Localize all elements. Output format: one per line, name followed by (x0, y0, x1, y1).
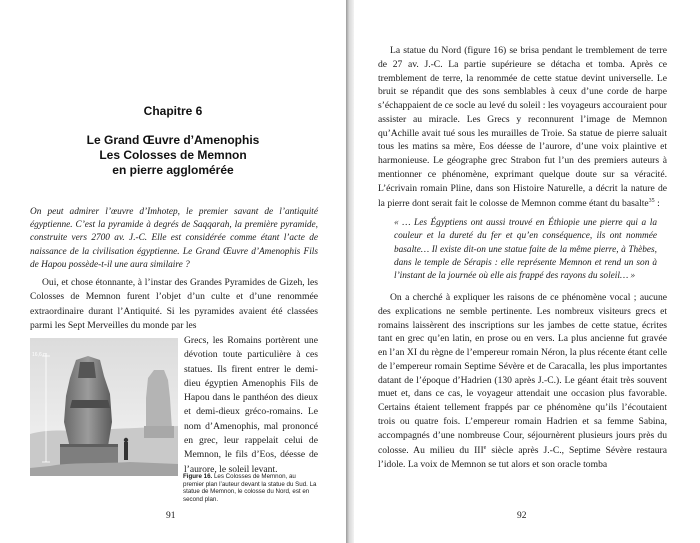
chapter-number: Chapitre 6 (143, 104, 203, 118)
figure-caption (183, 473, 318, 503)
chapter-title-line: Les Colosses de Memnon (99, 148, 247, 162)
chapter-intro: On peut admirer l’œuvre d’Imhotep, le premier savant de l’antiquité égyptienne. C’est la pyramide à degrés de Saqqarah, la première pyramide, construite vers 2700 av. J.-C. Elle est considérée comme étant l’acte de naissance de la civilisation égyptienne. Le Grand Œuvre d’Amenophis Fils de Hapou possède-t-il une aura similaire ? (30, 207, 318, 270)
century-suffix: e (483, 445, 487, 452)
chapter-title-line: en pierre agglomérée (112, 163, 234, 177)
book-gutter (346, 0, 354, 543)
colossi-photo (30, 338, 178, 476)
right-page (354, 0, 700, 543)
footnote-ref: 35 (648, 198, 655, 205)
chapter-title-line: Le Grand Œuvre d’Amenophis (86, 133, 260, 147)
body-paragraph (378, 44, 667, 211)
chapter-title (30, 133, 316, 178)
page-number: 91 (166, 511, 176, 521)
paragraph-text: On a cherché à expliquer les raisons de ce phénomène vocal ; aucune des explications ne semble pertinente. Les nombreux visiteurs grecs et romains laissèrent des inscriptions sur les jambes de cette statue, écrites tant en grec qu’en latin, en prose ou en vers. La plus ancienne fut gravée en l’an XI du règne de l’empereur romain Néron, la plus récente étant celle de l’empereur romain Septime Sévère et de Caracalla, les plus importantes datant de l’époque d’Hadrien (130 après J.-C.). Le géant était très souvent muet et, dans ce cas, le voyageur attendait une occasion plus favorable. Certains étaient tellement frappés par ce phénomène qu’ils l’écoutaient trois ou quatre fois. L’empereur romain Hadrien et sa femme Sabina, accompagnés d’une nombreuse Cour, séjournèrent plusieurs jours près du colosse. Au milieu du (378, 292, 667, 457)
caption-label: Figure 16. (183, 473, 213, 480)
body-paragraph: Oui, et chose étonnante, à l’instar des Grandes Pyramides de Gizeh, les Colosses de Memnon furent l’objet d’un culte et d’une renommée extraordinaire durant l’Antiquité. Si les pyramides avaient été classées parmi les Sept Merveilles du monde par les (30, 277, 318, 331)
scale-label: 16,6 m (32, 352, 48, 358)
body-paragraph: Grecs, les Romains portèrent une dévotion toute particulière à ces statues. Ils firent entrer le demi-dieu égyptien Amenophis Fils de Hapou dans le panthéon des dieux et demi-dieux gréco-romains. Le nom d’Amenophis, mal prononcé en grec, leur rappelait celui de Memnon, le fils d’Eos, déesse de l’aurore, le soleil levant. (184, 335, 318, 475)
pliny-quote: « … Les Égyptiens ont aussi trouvé en Éthiopie une pierre qui a la couleur et la dureté du fer et qu’en conséquence, ils ont nommée basalte… Il existe dit-on une statue faite de la même pierre, à Thèbes, dans le temple de Sérapis : elle représente Memnon et rend un son à l’instant de la journée où elle ais frappé des rayons du soleil… » (394, 218, 657, 281)
body-paragraph (378, 291, 667, 472)
century-numeral: III (474, 445, 484, 457)
paragraph-end: siècle après J.-C., Septime Sévère restaura l’idole. La voix de Memnon se tut alors et son oracle tomba (378, 445, 667, 471)
paragraph-end: : (654, 198, 660, 210)
left-page (0, 0, 346, 543)
caption-text: Les Colosses de Memnon, au premier plan l’auteur devant la statue du Sud. La statue de Memnon, le colosse du Nord, est en second plan. (183, 473, 317, 503)
text-column (378, 44, 667, 472)
page-number: 92 (517, 511, 527, 521)
paragraph-text: La statue du Nord (figure 16) se brisa pendant le tremblement de terre de 27 av. J.-C. La partie supérieure se détacha et tomba. Après ce tremblement de terre, la renommée de cette statue devint universelle. Le bruit se répandit que des sons semblables à ceux d’une corde de harpe s’échappaient de ce socle au levé du soleil : les voyageurs accouraient pour assister au miracle. Les Grecs y reconnurent l’image de Memnon qu’Achille avait tué sous les murailles de Troie. Sa statue de pierre saluait tous les matins sa mère, Eos déesse de l’aurore, d’une voix plaintive et harmonieuse. Le géographe grec Strabon fut l’un des premiers auteurs à mentionner ce phénomène, exprimant quelque doute sur sa véracité. L’écrivain romain Pline, dans son Histoire Naturelle, a décrit la nature de la pierre dont serait fait le colosse de Memnon comme étant du basalte (378, 45, 667, 210)
